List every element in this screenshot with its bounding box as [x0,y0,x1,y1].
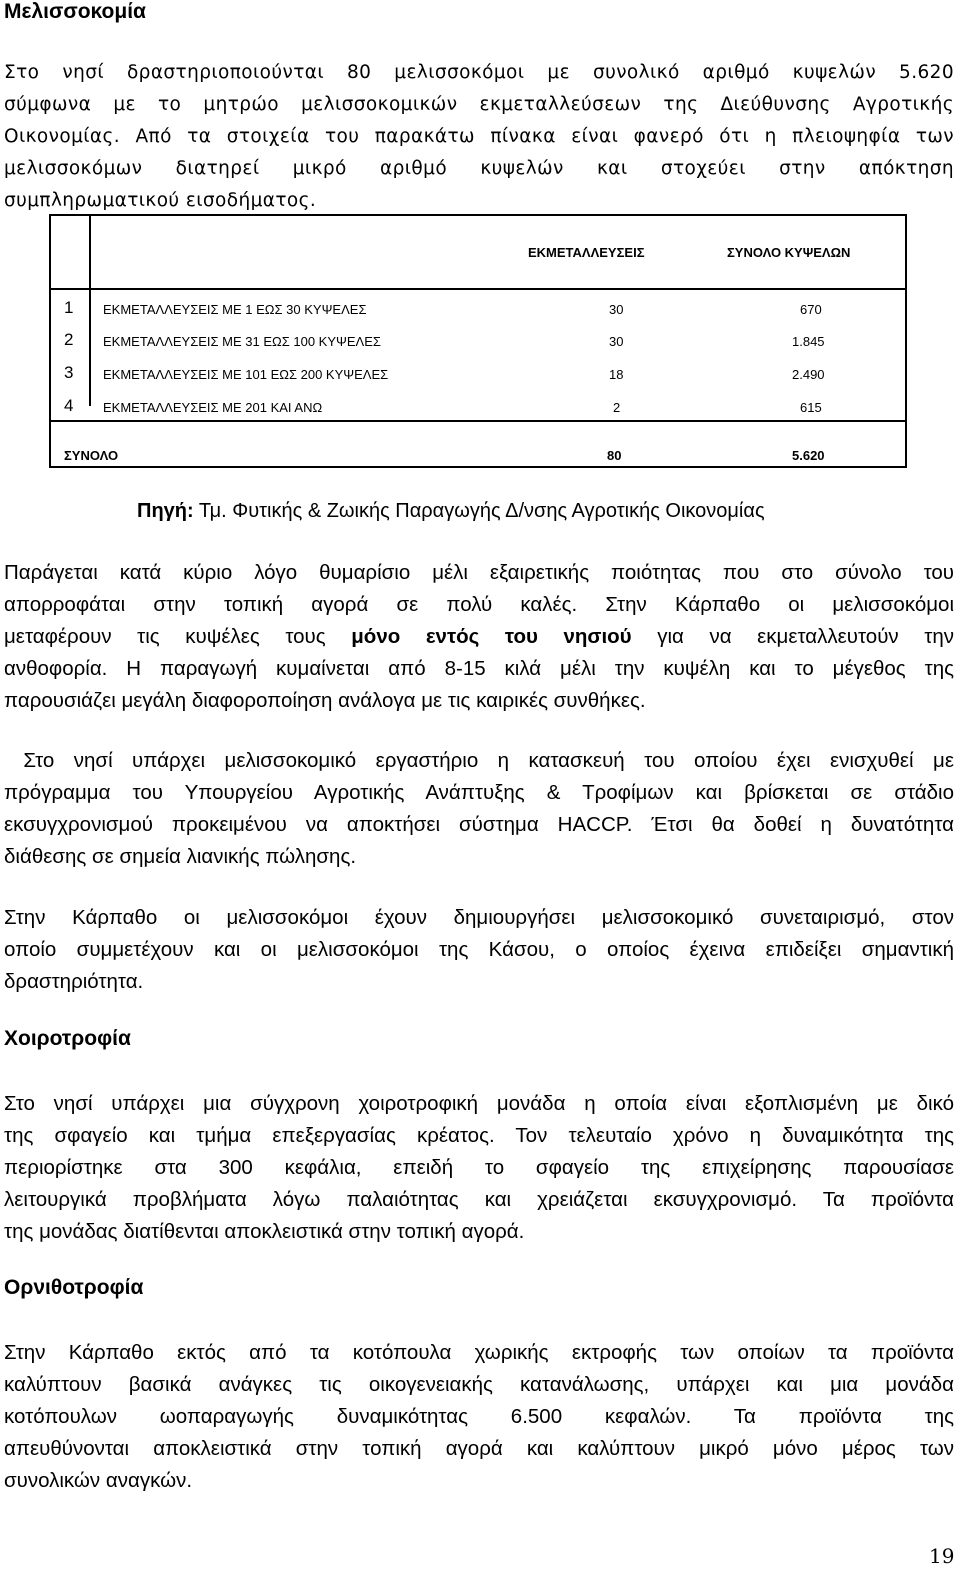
table-header-total-hives: ΣΥΝΟΛΟ ΚΥΨΕΛΩΝ [727,245,851,260]
row-holdings: 30 [609,302,624,317]
row-number: 4 [64,396,74,415]
row-number: 3 [64,363,74,382]
text-line: περιορίστηκε στα 300 κεφάλια, επειδή το σφαγείο της επιχείρησης παρουσίασε [4,1156,954,1179]
text-line: ανθοφορία. Η παραγωγή κυμαίνεται από 8-15 κιλά μέλι την κυψέλη και το μέγεθος της [4,657,954,680]
text-line: Οικονομίας. Από τα στοιχεία του παρακάτω πίνακα είναι φανερό ότι η πλειοψηφία των [4,126,954,147]
paragraph-beekeeping-intro [4,57,954,217]
row-category: ΕΚΜΕΤΑΛΛΕΥΣΕΙΣ ΜΕ 1 ΕΩΣ 30 ΚΥΨΕΛΕΣ [103,302,367,317]
emphasis-text: μόνο εντός του νησιού [351,625,632,648]
table-divider [51,420,905,422]
paragraph-poultry [4,1337,954,1497]
paragraph-workshop [4,745,954,873]
row-category: ΕΚΜΕΤΑΛΛΕΥΣΕΙΣ ΜΕ 31 ΕΩΣ 100 ΚΥΨΕΛΕΣ [103,334,381,349]
text-line: παρουσιάζει μεγάλη διαφοροποίηση ανάλογα με τις καιρικές συνθήκες. [4,689,646,712]
text-line: καλύπτουν βασικά ανάγκες τις οικογενειακής κατανάλωσης, υπάρχει και μια μονάδα [4,1373,954,1396]
paragraph-pig-farming [4,1088,954,1248]
text-line: δραστηριότητα. [4,970,144,993]
text-line: Στο νησί δραστηριοποιούνται 80 μελισσοκόμοι με συνολικό αριθμό κυψελών 5.620 [4,62,954,83]
text-line: μελισσοκόμων διατηρεί μικρό αριθμό κυψελών και στοχεύει στην απόκτηση [4,158,954,179]
total-hives: 5.620 [792,448,825,463]
text-line: της μονάδας διατίθενται αποκλειστικά στην τοπική αγορά. [4,1220,525,1243]
section-heading-poultry: Ορνιθοτροφία [4,1276,144,1299]
row-category: ΕΚΜΕΤΑΛΛΕΥΣΕΙΣ ΜΕ 201 ΚΑΙ ΑΝΩ [103,400,323,415]
source-text: Τμ. Φυτικής & Ζωικής Παραγωγής Δ/νσης Αγροτικής Οικονομίας [193,500,765,522]
row-holdings: 18 [609,367,624,382]
text-line: διάθεσης σε σημεία λιανικής πώλησης. [4,845,357,868]
source-label: Πηγή: [137,500,194,522]
section-heading-pig-farming: Χοιροτροφία [4,1027,131,1050]
text-line: απευθύνονται αποκλειστικά στην τοπική αγορά και καλύπτουν μικρό μόνο μέρος των [4,1437,954,1460]
total-label: ΣΥΝΟΛΟ [64,448,119,463]
text-line: Στην Κάρπαθο οι μελισσοκόμοι έχουν δημιουργήσει μελισσοκομικό συνεταιρισμό, στον [4,906,954,929]
text-line: εκσυγχρονισμού προκειμένου να αποκτήσει σύστημα HACCP. Έτσι θα δοθεί η δυνατότητα [4,813,954,836]
row-hives: 670 [800,302,822,317]
paragraph-cooperative [4,902,954,998]
total-holdings: 80 [607,448,622,463]
text-line: πρόγραμμα του Υπουργείου Αγροτικής Ανάπτυξης & Τροφίμων και βρίσκεται σε στάδιο [4,781,954,804]
text-line: Παράγεται κατά κύριο λόγο θυμαρίσιο μέλι εξαιρετικής ποιότητας που στο σύνολο του [4,561,954,584]
row-category: ΕΚΜΕΤΑΛΛΕΥΣΕΙΣ ΜΕ 101 ΕΩΣ 200 ΚΥΨΕΛΕΣ [103,367,389,382]
text-line: κοτόπουλων ωοπαραγωγής δυναμικότητας 6.500 κεφαλών. Τα προϊόντα της [4,1405,954,1428]
text-segment: για να εκμεταλλευτούν την [631,625,954,648]
text-line: Στο νησί υπάρχει μια σύγχρονη χοιροτροφική μονάδα η οποία είναι εξοπλισμένη με δικό [4,1092,954,1115]
page-number: 19 [929,1544,955,1568]
text-line: της σφαγείο και τμήμα επεξεργασίας κρέατος. Τον τελευταίο χρόνο η δυναμικότητα της [4,1124,954,1147]
row-hives: 1.845 [792,334,825,349]
table-divider [51,288,905,290]
text-line: συνολικών αναγκών. [4,1469,193,1492]
beekeeping-holdings-table [49,214,907,468]
table-header-holdings: ΕΚΜΕΤΑΛΛΕΥΣΕΙΣ [528,245,645,260]
row-number: 1 [64,298,74,317]
text-line: Στο νησί υπάρχει μελισσοκομικό εργαστήριο η κατασκευή του οποίου έχει ενισχυθεί με [4,749,954,772]
row-holdings: 30 [609,334,624,349]
row-hives: 2.490 [792,367,825,382]
text-line: συμπληρωματικού εισοδήματος. [4,190,317,211]
text-line: οποίο συμμετέχουν και οι μελισσοκόμοι της Κάσου, ο οποίος έχεινα επιδείξει σημαντική [4,938,954,961]
section-heading-beekeeping: Μελισσοκομία [4,0,146,23]
text-line [4,621,954,653]
table-source [137,500,765,523]
row-number: 2 [64,330,74,349]
table-divider [89,216,91,406]
row-hives: 615 [800,400,822,415]
text-line: σύμφωνα με το μητρώο μελισσοκομικών εκμεταλλεύσεων της Διεύθυνσης Αγροτικής [4,94,954,115]
text-line: λειτουργικά προβλήματα λόγω παλαιότητας και χρειάζεται εκσυγχρονισμό. Τα προϊόντα [4,1188,954,1211]
text-line: απορροφάται στην τοπική αγορά σε πολύ καλές. Στην Κάρπαθο οι μελισσοκόμοι [4,593,954,616]
paragraph-honey-production [4,557,954,717]
text-segment: μεταφέρουν τις κυψέλες τους [4,625,352,648]
text-line: Στην Κάρπαθο εκτός από τα κοτόπουλα χωρικής εκτροφής των οποίων τα προϊόντα [4,1341,954,1364]
row-holdings: 2 [613,400,621,415]
